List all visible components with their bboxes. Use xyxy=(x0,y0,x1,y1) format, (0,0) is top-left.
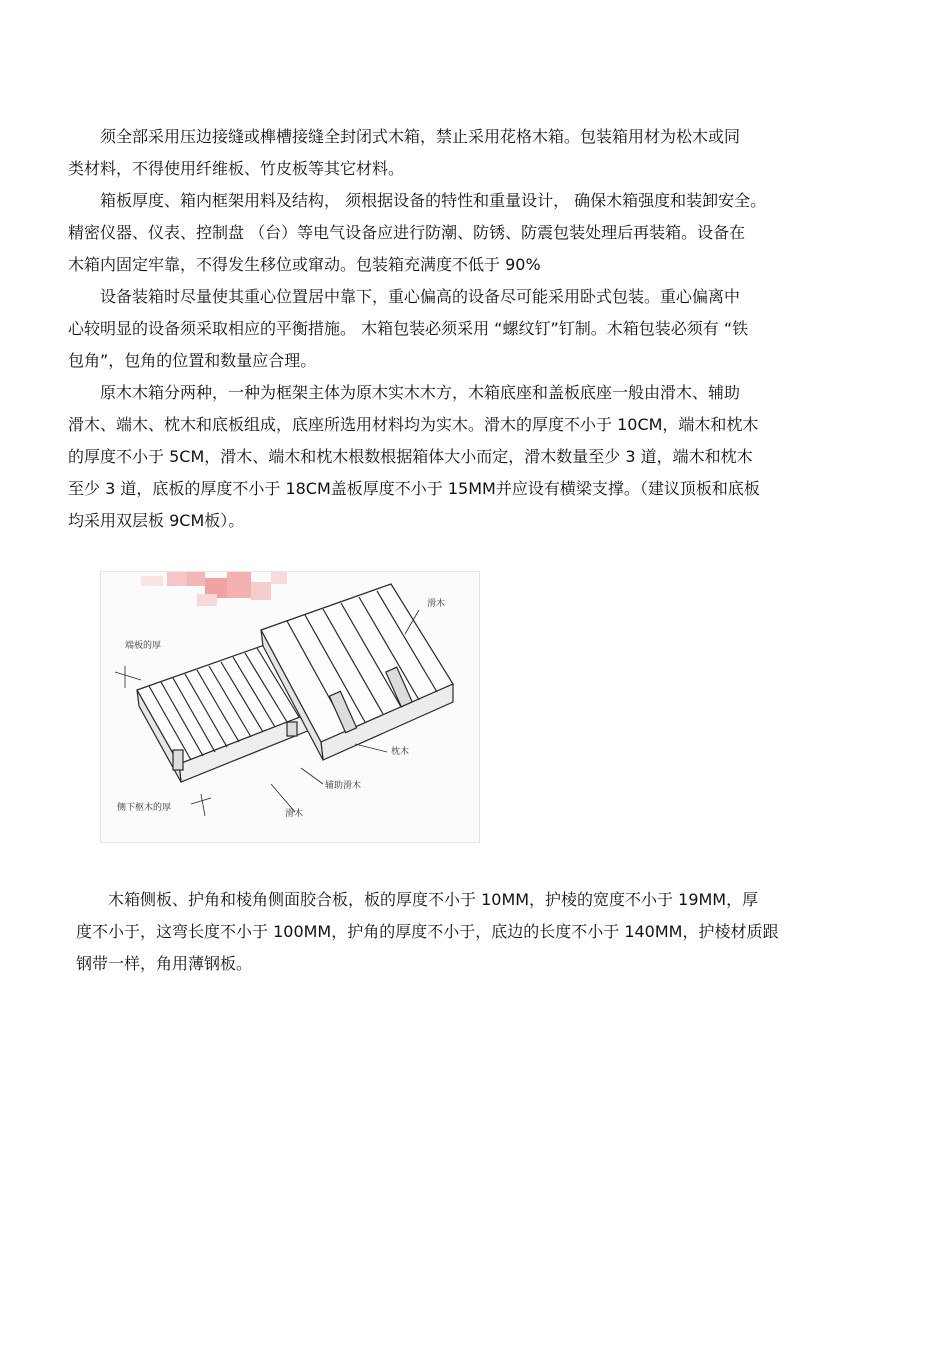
text-line: 的厚度不小于 5CM，滑木、端木和枕木根数根据箱体大小而定，滑木数量至少 3 道，端木和枕木 xyxy=(68,447,753,466)
paragraph-5 xyxy=(76,884,876,980)
text-line: 钢带一样，角用薄钢板。 xyxy=(76,954,253,973)
paragraph-4 xyxy=(68,377,873,537)
text-line: 木箱内固定牢靠，不得发生移位或窜动。包装箱充满度不低于 90% xyxy=(68,255,541,274)
label-lower-wood-thickness: 侧下枢木的厚 xyxy=(117,803,172,813)
watermark-mosaic xyxy=(141,572,287,606)
paragraph-2 xyxy=(68,185,873,281)
text-line: 至少 3 道，底板的厚度不小于 18CM盖板厚度不小于 15MM并应设有横梁支撑。（建议顶板和底板 xyxy=(68,479,760,498)
text-line: 须全部采用压边接缝或榫槽接缝全封闭式木箱，禁止采用花格木箱。包装箱用材为松木或同 xyxy=(68,127,741,146)
text-line: 类材料，不得使用纤维板、竹皮板等其它材料。 xyxy=(68,159,405,178)
paragraph-3 xyxy=(68,281,873,377)
text-line: 箱板厚度、箱内框架用料及结构， 须根据设备的特性和重量设计， 确保木箱强度和装卸安全。 xyxy=(68,191,767,210)
label-auxiliary-skid: 辅助滑木 xyxy=(325,781,362,791)
label-end-board-thickness: 端板的厚 xyxy=(125,641,162,651)
text-line: 精密仪器、仪表、控制盘 （台）等电气设备应进行防潮、防锈、防震包装处理后再装箱。设备在 xyxy=(68,223,746,242)
paragraph-1 xyxy=(68,121,873,185)
label-skid: 滑木 xyxy=(285,809,304,819)
pallet-diagram xyxy=(101,572,480,843)
text-line: 包角”，包角的位置和数量应合理。 xyxy=(68,351,317,370)
text-line: 度不小于，这弯长度不小于 100MM，护角的厚度不小于，底边的长度不小于 140MM，护棱材质跟 xyxy=(76,922,779,941)
text-line: 滑木、端木、枕木和底板组成，底座所选用材料均为实木。滑木的厚度不小于 10CM，端木和枕木 xyxy=(68,415,759,434)
text-line: 均采用双层板 9CM板）。 xyxy=(68,511,245,530)
text-line: 设备装箱时尽量使其重心位置居中靠下，重心偏高的设备尽可能采用卧式包装。重心偏离中 xyxy=(68,287,741,306)
text-line: 木箱侧板、护角和棱角侧面胶合板，板的厚度不小于 10MM，护棱的宽度不小于 19MM，厚 xyxy=(76,890,759,909)
pallet-diagram-figure xyxy=(100,571,480,843)
label-pillow-wood: 枕木 xyxy=(391,747,410,757)
text-line: 心较明显的设备须采取相应的平衡措施。 木箱包装必须采用 “螺纹钉”钉制。木箱包装必须有 “铁 xyxy=(68,319,749,338)
text-line: 原木木箱分两种，一种为框架主体为原木实木木方，木箱底座和盖板底座一般由滑木、辅助 xyxy=(68,383,741,402)
label-skid-top: 滑木 xyxy=(427,599,446,609)
